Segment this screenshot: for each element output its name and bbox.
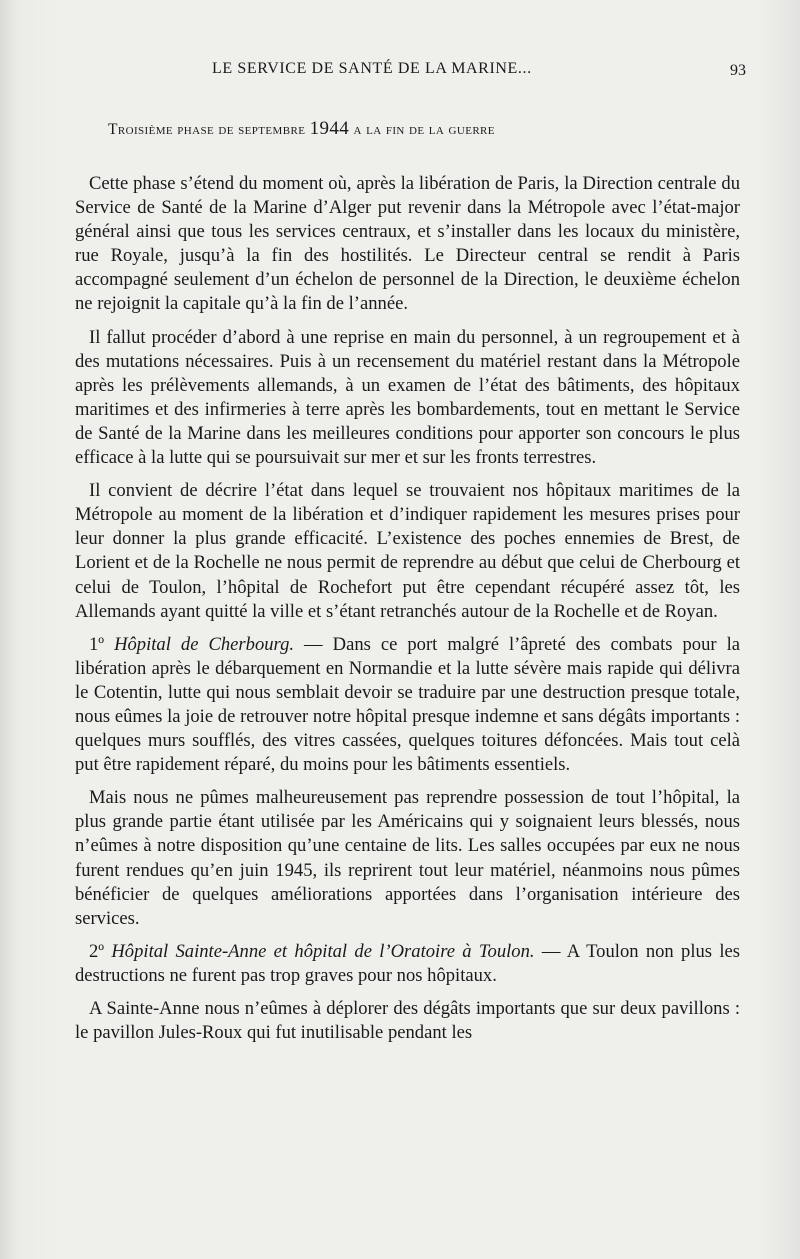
paragraph-text: Il convient de décrire l’état dans lequel se trouvaient nos hôpitaux maritimes de la Métropole au moment de la libération et d’indiquer rapidement les mesures prises pour leur donner la plus grande efficacité. L’existence des poches ennemies de Brest, de Lorient et de la Rochelle ne nous permit de reprendre au début que celui de Cherbourg et celui de Toulon, l’hôpital de Rochefort put être cependant récupéré assez tôt, les Allemands ayant quitté la ville et s’étant retranchés autour de la Rochelle et de Royan.	[75, 480, 740, 622]
paragraph-2	[75, 326, 740, 471]
subsection-heading: Hôpital de Cherbourg.	[114, 633, 295, 655]
section-title-prefix: Troisième phase de septembre	[108, 121, 306, 138]
section-title	[108, 118, 495, 140]
section-title-suffix: a la fin de la guerre	[353, 121, 495, 138]
subsection-heading: Hôpital Sainte-Anne et hôpital de l’Oratoire à Toulon.	[111, 940, 535, 962]
paragraph-5	[75, 786, 740, 931]
paragraph-3	[75, 479, 740, 624]
page-number: 93	[730, 62, 746, 79]
paragraph-text: Mais nous ne pûmes malheureusement pas reprendre possession de tout l’hôpital, la plus grande partie étant utilisée par les Américains qui y soignaient leurs blessés, nous n’eûmes à notre disposition qu’une centaine de lits. Les salles occupées par eux ne nous furent rendues qu’en juin 1945, ils reprirent tout leur matériel, néanmoins nous pûmes bénéficier de quelques améliorations apportées dans l’organisation intérieure des services.	[75, 787, 740, 929]
body-text	[75, 172, 740, 1054]
paragraph-1	[75, 172, 740, 317]
section-title-year: 1944	[309, 118, 350, 139]
paragraph-text: Cette phase s’étend du moment où, après la libération de Paris, la Direction centrale du Service de Santé de la Marine d’Alger put revenir dans la Métropole avec l’état-major général ainsi que tous les services centraux, et s’installer dans les locaux du ministère, rue Royale, jusqu’à la fin des hostilités. Le Directeur central se rendit à Paris accompagné seulement d’un échelon de personnel de la Direction, le deuxième échelon ne rejoignit la capitale qu’à la fin de l’année.	[75, 173, 740, 315]
running-head: LE SERVICE DE SANTÉ DE LA MARINE...	[212, 60, 532, 77]
paragraph-7	[75, 997, 740, 1045]
subsection-number: 2º	[89, 940, 105, 962]
paragraph-4	[75, 633, 740, 778]
paragraph-6	[75, 940, 740, 988]
paragraph-text: — Dans ce port malgré l’âpreté des combats pour la libération après le débarquement en Normandie et la lutte sévère mais rapide qui délivra le Cotentin, lutte qui nous semblait devoir se traduire par une destruction presque totale, nous eûmes la joie de retrouver notre hôpital presque indemne et sans dégâts importants : quelques murs soufflés, des vitres cassées, quelques toitures défoncées. Mais tout celà put être rapidement réparé, du moins pour les bâtiments essentiels.	[75, 633, 740, 776]
subsection-number: 1º	[89, 633, 105, 655]
paragraph-text: A Sainte-Anne nous n’eûmes à déplorer des dégâts importants que sur deux pavillons : le pavillon Jules-Roux qui fut inutilisable pendant les	[75, 998, 740, 1044]
paragraph-text: Il fallut procéder d’abord à une reprise en main du personnel, à un regroupement et à des mutations nécessaires. Puis à un recensement du matériel restant dans la Métropole après les prélèvements allemands, à un examen de l’état des bâtiments, des hôpitaux maritimes et des infirmeries à terre après les bombardements, tout en mettant le Service de Santé de la Marine dans les meilleures conditions pour apporter son concours le plus efficace à la lutte qui se poursuivait sur mer et sur les fronts terrestres.	[75, 326, 740, 469]
paragraph-text: — A Toulon non plus les destructions ne furent pas trop graves pour nos hôpitaux.	[75, 940, 740, 986]
